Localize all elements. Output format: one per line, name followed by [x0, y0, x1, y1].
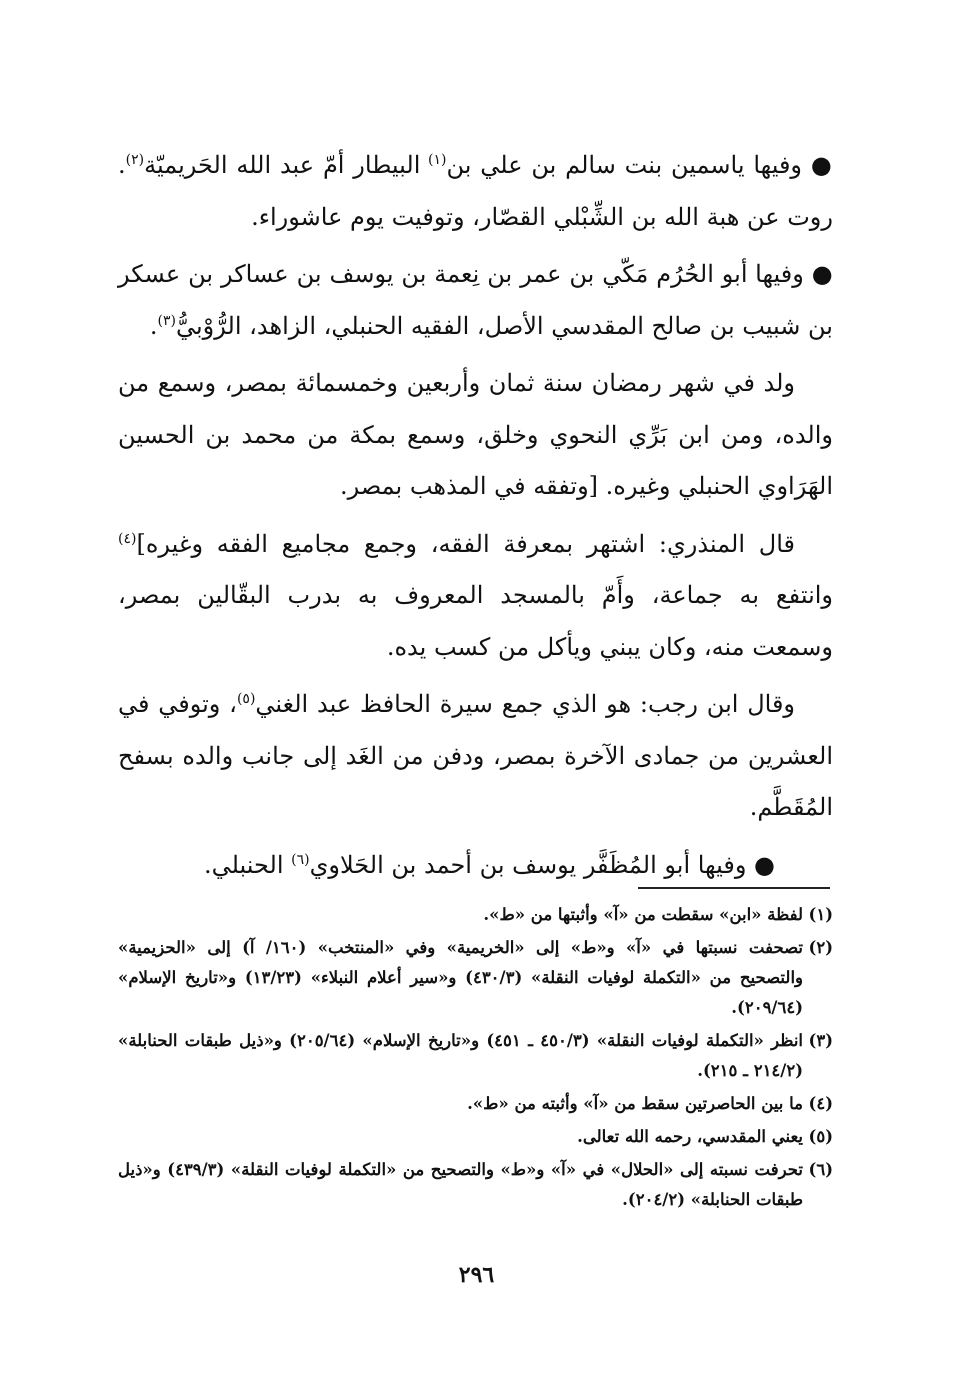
page-number: ٢٩٦	[458, 1262, 495, 1288]
paragraph-text: وانتفع به جماعة، وأَمّ بالمسجد المعروف به بدرب البقّالين بمصر، وسمعت منه، وكان يبني ويأكل من كسب يده.	[118, 581, 833, 661]
footnote-text: تحرفت نسبته إلى «الحلال» في «آ» و«ط» والتصحيح من «التكملة لوفيات النقلة» (٤٣٩/٣) و«ذيل طبقات الحنابلة» (٢٠٤/٢).	[118, 1160, 803, 1209]
footnote-number: (٤)	[808, 1094, 833, 1113]
footnote-text: لفظة «ابن» سقطت من «آ» وأثبتها من «ط».	[483, 905, 803, 924]
main-text	[118, 140, 833, 897]
footnote-1	[118, 900, 833, 930]
paragraph-mundhiri	[118, 519, 833, 674]
footnote-5	[118, 1122, 833, 1152]
paragraph-text: وقال ابن رجب: هو الذي جمع سيرة الحافظ عبد الغني	[255, 690, 796, 718]
footnote-marker: (٣)	[157, 312, 176, 329]
paragraph-ibn-rajab	[118, 679, 833, 834]
footnote-number: (١)	[808, 905, 833, 924]
paragraph-text: وفيها أبو الحُرُم مَكّي بن عمر بن نِعمة بن يوسف بن عساكر بن عسكر بن شبيب بن صالح المقدسي الأصل، الفقيه الحنبلي، الزاهد، الرُّوْبيُّ	[118, 260, 833, 340]
footnote-number: (٥)	[808, 1127, 833, 1146]
paragraph-text: البيطار أمّ عبد الله الحَريميّة	[144, 151, 428, 179]
footnote-marker: (٢)	[125, 152, 145, 168]
paragraph-bullet-3	[118, 840, 833, 892]
paragraph-bullet-2	[118, 249, 833, 352]
footnote-text: ما بين الحاصرتين سقط من «آ» وأثبته من «ط».	[467, 1094, 803, 1113]
paragraph-text: . روت عن هبة الله بن الشِّبْلي القصّار، وتوفيت يوم عاشوراء.	[118, 151, 833, 231]
paragraph-birth	[118, 358, 833, 513]
paragraph-text: .	[149, 311, 158, 340]
footnote-2	[118, 933, 833, 1023]
paragraph-text: الحنبلي.	[203, 850, 292, 879]
paragraph-text: ولد في شهر رمضان سنة ثمان وأربعين وخمسمائة بمصر، وسمع من والده، ومن ابن بَرِّي النحوي وخلق، وسمع بمكة من محمد بن الحسين الهَرَاوي الحنبلي وغيره. [وتفقه في المذهب بمصر.	[118, 369, 833, 500]
footnote-6	[118, 1155, 833, 1215]
footnote-divider	[638, 887, 830, 889]
paragraph-text: وفيها ياسمين بنت سالم بن علي بن	[446, 151, 803, 179]
footnote-number: (٣)	[808, 1031, 833, 1050]
footnote-4	[118, 1089, 833, 1119]
paragraph-text: ، وتوفي في العشرين من جمادى الآخرة بمصر، ودفن من الغَد إلى جانب والده بسفح المُقَطَّم.	[118, 690, 833, 821]
footnote-marker: (٥)	[236, 691, 256, 707]
footnote-marker: (٤)	[118, 530, 137, 547]
paragraph-bullet-1	[118, 140, 833, 243]
footnote-text: تصحفت نسبتها في «آ» و«ط» إلى «الخريمية» وفي «المنتخب» (١٦٠/ آ) إلى «الحزيمية» والتصحيح من «التكملة لوفيات النقلة» (٤٣٠/٣) و«سير أعلام النبلاء» (١٣/٢٣) و«تاريخ الإسلام» (٢٠٩/٦٤).	[118, 938, 804, 1017]
footnote-number: (٦)	[808, 1160, 833, 1179]
footnote-marker: (٦)	[291, 851, 310, 868]
paragraph-text: وفيها أبو المُظَفَّر يوسف بن أحمد بن الحَلاوي	[309, 850, 747, 879]
footnote-marker: (١)	[428, 152, 447, 168]
footnote-number: (٢)	[808, 938, 833, 957]
footnotes	[118, 900, 833, 1218]
footnote-text: يعني المقدسي، رحمه الله تعالى.	[577, 1127, 803, 1146]
footnote-3	[118, 1026, 833, 1086]
footnote-text: انظر «التكملة لوفيات النقلة» (٤٥٠/٣ ـ ٤٥١) و«تاريخ الإسلام» (٢٠٥/٦٤) و«ذيل طبقات الحنابلة» (٢١٤/٢ ـ ٢١٥).	[118, 1031, 803, 1080]
paragraph-text: قال المنذري: اشتهر بمعرفة الفقه، وجمع مجاميع الفقه وغيره]	[136, 529, 795, 558]
